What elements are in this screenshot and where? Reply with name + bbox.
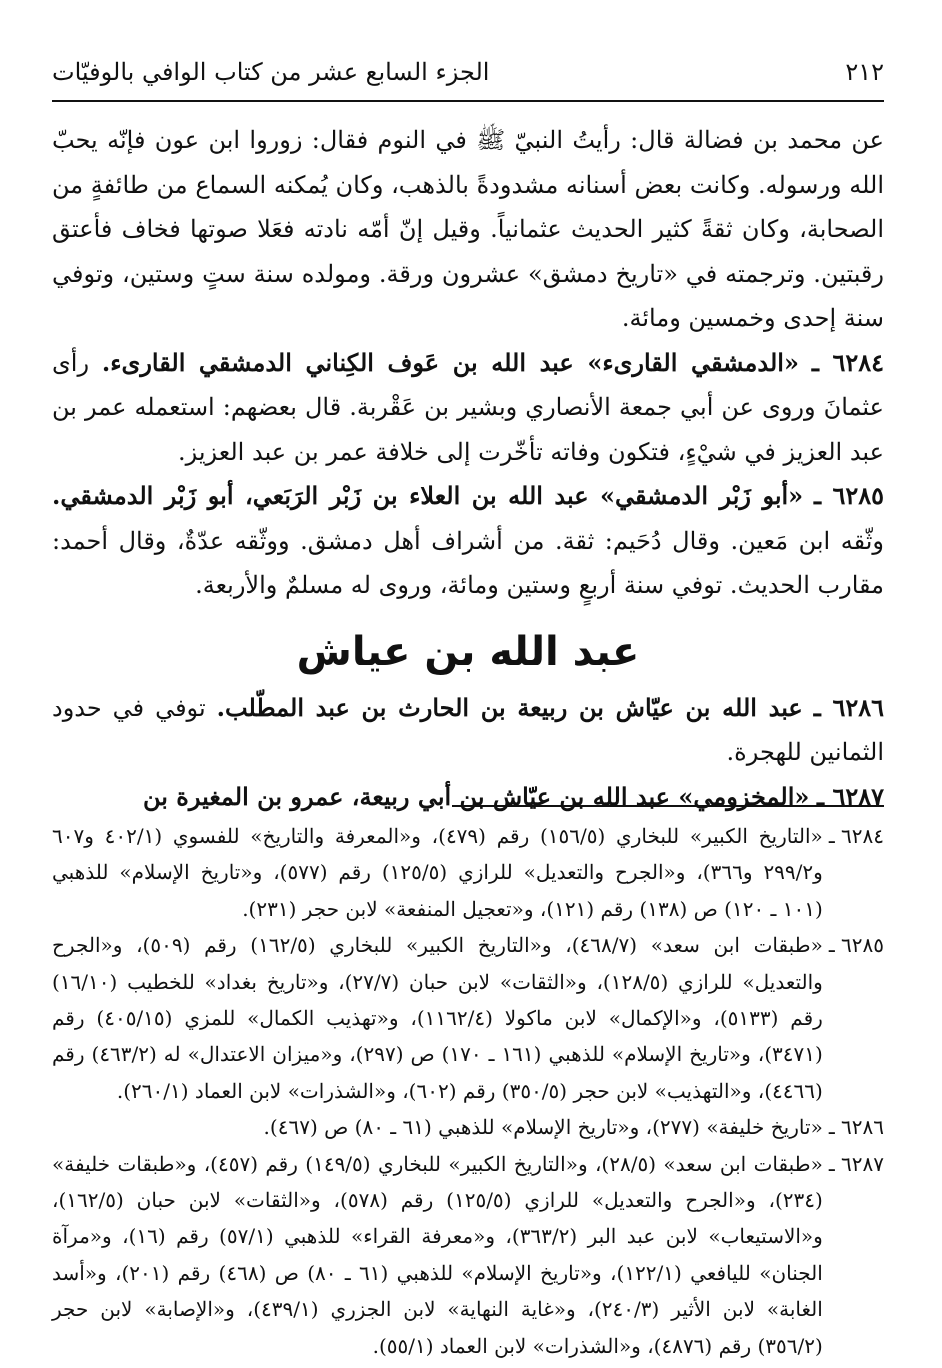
entry-heading: عبد الله بن عيّاش بن ربيعة بن الحارث بن عبد المطّلب. (216, 692, 803, 722)
footnote-text: «طبقات ابن سعد» (٤٦٨/٧)، و«التاريخ الكبير» للبخاري (١٦٢/٥) رقم (٥٠٩)، و«الجرح والتعديل» للرازي (١٢٨/٥)، و«الثقات» لابن حبان (٢٧/٧)، و«تاريخ بغداد» للخطيب (١٦/١٠) رقم (٥١٣٣)، و«الإكمال» لابن ماكولا (١١٦٢/٤)، و«تهذيب الكمال» للمزي (٤٠٥/١٥) رقم (٣٤٧١)، و«تاريخ الإسلام» للذهبي (١٦١ ـ ١٧٠) ص (٢٩٧)، و«ميزان الاعتدال» له (٤٦٣/٢) رقم (٤٤٦٦)، و«التهذيب» لابن حجر (٣٥٠/٥) رقم (٦٠٢)، و«الشذرات» لابن العماد (٢٦٠/١). (52, 933, 823, 1103)
entry-body: رأى عثمانَ وروى عن أبي جمعة الأنصاري وبشير بن عَقْربة. قال بعضهم: استعمله عمر بن عبد العزيز في شيْءٍ، فتكون وفاته تأخّرت إلى خلافة عمر بن عبد العزيز. (52, 348, 884, 466)
entry-number: ٦٢٨٥ ـ (813, 481, 884, 510)
main-text (52, 118, 884, 819)
footnotes (52, 818, 884, 1364)
book-page (52, 0, 884, 1368)
page-header (52, 52, 884, 92)
footnote-text: «تاريخ خليفة» (٢٧٧)، و«تاريخ الإسلام» للذهبي (٦١ ـ ٨٠) ص (٤٦٧). (263, 1115, 823, 1140)
entry-6287 (52, 775, 884, 820)
entry-number: ٦٢٨٤ ـ (811, 347, 885, 377)
footnote-number: ٦٢٨٤ ـ (828, 824, 884, 848)
footnote-text: «طبقات ابن سعد» (٢٨/٥)، و«التاريخ الكبير» للبخاري (١٤٩/٥) رقم (٤٥٧)، و«طبقات خليفة» (٢٣٤)، و«الجرح والتعديل» للرازي (١٢٥/٥) رقم (٥٧٨)، و«الثقات» لابن حبان (١٦٢/٥)، و«الاستيعاب» لابن عبد البر (٣٦٣/٢)، و«معرفة القراء» للذهبي (٥٧/١) رقم (١٦)، و«مرآة الجنان» لليافعي (١٢٢/١)، و«تاريخ الإسلام» للذهبي (٦١ ـ ٨٠) ص (٤٦٨) رقم (٢٠١)، و«أسد الغابة» لابن الأثير (٢٤٠/٣)، و«غاية النهاية» لابن الجزري (٤٣٩/١)، و«الإصابة» لابن حجر (٣٥٦/٢) رقم (٤٨٧٦)، و«الشذرات» لابن العماد (٥٥/١). (52, 1151, 823, 1358)
footnote-number: ٦٢٨٥ ـ (828, 933, 884, 958)
page-number: ٢١٢ (845, 58, 884, 86)
entry-6286 (52, 686, 884, 775)
footnote-6285 (52, 927, 884, 1109)
entry-heading: «أبو زَبْر الدمشقي» عبد الله بن العلاء بن زَبْر الرَبَعي، أبو زَبْر الدمشقي. (52, 481, 804, 510)
entry-6285 (52, 474, 884, 608)
entry-body: وثّقه ابن مَعين. وقال دُحَيم: ثقة. من أشراف أهل دمشق. ووثّقه عدّةٌ، وقال أحمد: مقارب الحديث. توفي سنة أربعٍ وستين ومائة، وروى له مسلمٌ والأربعة. (52, 526, 884, 599)
running-title: الجزء السابع عشر من كتاب الوافي بالوفيّات (52, 58, 490, 86)
entry-heading: «المخزومي» عبد الله بن عيّاش بن أبي ربيعة، عمرو بن المغيرة بن (142, 781, 810, 811)
footnote-divider (452, 805, 884, 807)
footnote-6286 (52, 1109, 884, 1145)
intro-paragraph: عن محمد بن فضالة قال: رأيتُ النبيّ ﷺ في النوم فقال: زوروا ابن عون فإنّه يحبّ الله ورسوله. وكانت بعض أسنانه مشدودةً بالذهب، وكان يُمكنه السماع من طائفةٍ من الصحابة، وكان ثقةً كثير الحديث عثمانياً. وقيل إنّ أمّه نادته فعَلا صوتها فخاف فأعتق رقبتين. وترجمته في «تاريخ دمشق» عشرون ورقة. ومولده سنة ستٍ وستين، وتوفي سنة إحدى وخمسين ومائة. (52, 126, 884, 332)
section-title: عبد الله بن عياش (296, 628, 640, 675)
entry-number: ٦٢٨٧ ـ (817, 781, 884, 811)
entry-heading: «الدمشقي القارىء» عبد الله بن عَوف الكِناني الدمشقي القارىء. (101, 347, 799, 377)
footnote-number: ٦٢٨٧ ـ (828, 1151, 884, 1176)
header-divider (52, 100, 884, 102)
footnote-number: ٦٢٨٦ ـ (828, 1115, 884, 1140)
entry-number: ٦٢٨٦ ـ (813, 692, 884, 722)
footnote-6287 (52, 1146, 884, 1364)
footnote-6284 (52, 818, 884, 927)
entry-6284 (52, 341, 884, 475)
entry-body: توفي في حدود الثمانين للهجرة. (52, 693, 884, 766)
footnote-text: «التاريخ الكبير» للبخاري (١٥٦/٥) رقم (٤٧٩)، و«المعرفة والتاريخ» للفسوي (٤٠٢/١ و٦٠٧ و٢٩٩/٢ و٣٦٦)، و«الجرح والتعديل» للرازي (١٢٥/٥) رقم (٥٧٧)، و«تاريخ الإسلام» للذهبي (١٠١ ـ ١٢٠) ص (١٣٨) رقم (١٢١)، و«تعجيل المنفعة» لابن حجر (٢٣١). (52, 824, 823, 921)
